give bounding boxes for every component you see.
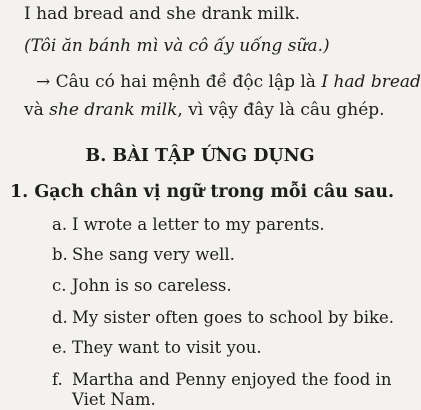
explanation-text-3: , vì vậy đây là câu ghép.: [177, 100, 385, 120]
clause-two: she drank milk: [49, 100, 178, 120]
item-text: I wrote a letter to my parents.: [72, 215, 325, 234]
explanation-line-1: [36, 72, 421, 92]
item-text: They want to visit you.: [72, 338, 262, 357]
item-letter: c.: [52, 276, 67, 295]
explanation-text: Câu có hai mệnh đề độc lập là: [50, 72, 322, 92]
item-text: She sang very well.: [72, 245, 235, 264]
section-title: B. BÀI TẬP ỨNG DỤNG: [85, 146, 315, 166]
arrow-icon: →: [36, 72, 51, 92]
example-translation: (Tôi ăn bánh mì và cô ấy uống sữa.): [24, 36, 330, 56]
example-sentence: I had bread and she drank milk.: [24, 4, 300, 24]
list-item: [52, 215, 325, 235]
clause-one: I had bread: [321, 72, 421, 92]
list-item: [52, 276, 232, 296]
list-item: [52, 245, 235, 265]
list-item: [52, 370, 391, 390]
explanation-text-2: và: [24, 100, 50, 120]
exercise-heading: 1. Gạch chân vị ngữ trong mỗi câu sau.: [10, 182, 395, 202]
item-letter: f.: [52, 370, 63, 389]
item-letter: b.: [52, 245, 68, 264]
item-text: John is so careless.: [72, 276, 232, 295]
list-item: [52, 308, 394, 328]
explanation-line-2: [24, 100, 385, 120]
item-letter: e.: [52, 338, 68, 357]
item-letter: d.: [52, 308, 68, 327]
item-letter: a.: [52, 215, 68, 234]
list-item: [52, 338, 262, 358]
item-text: Martha and Penny enjoyed the food in: [72, 370, 392, 389]
item-text: My sister often goes to school by bike.: [72, 308, 394, 327]
list-item-continuation: Viet Nam.: [72, 390, 156, 409]
